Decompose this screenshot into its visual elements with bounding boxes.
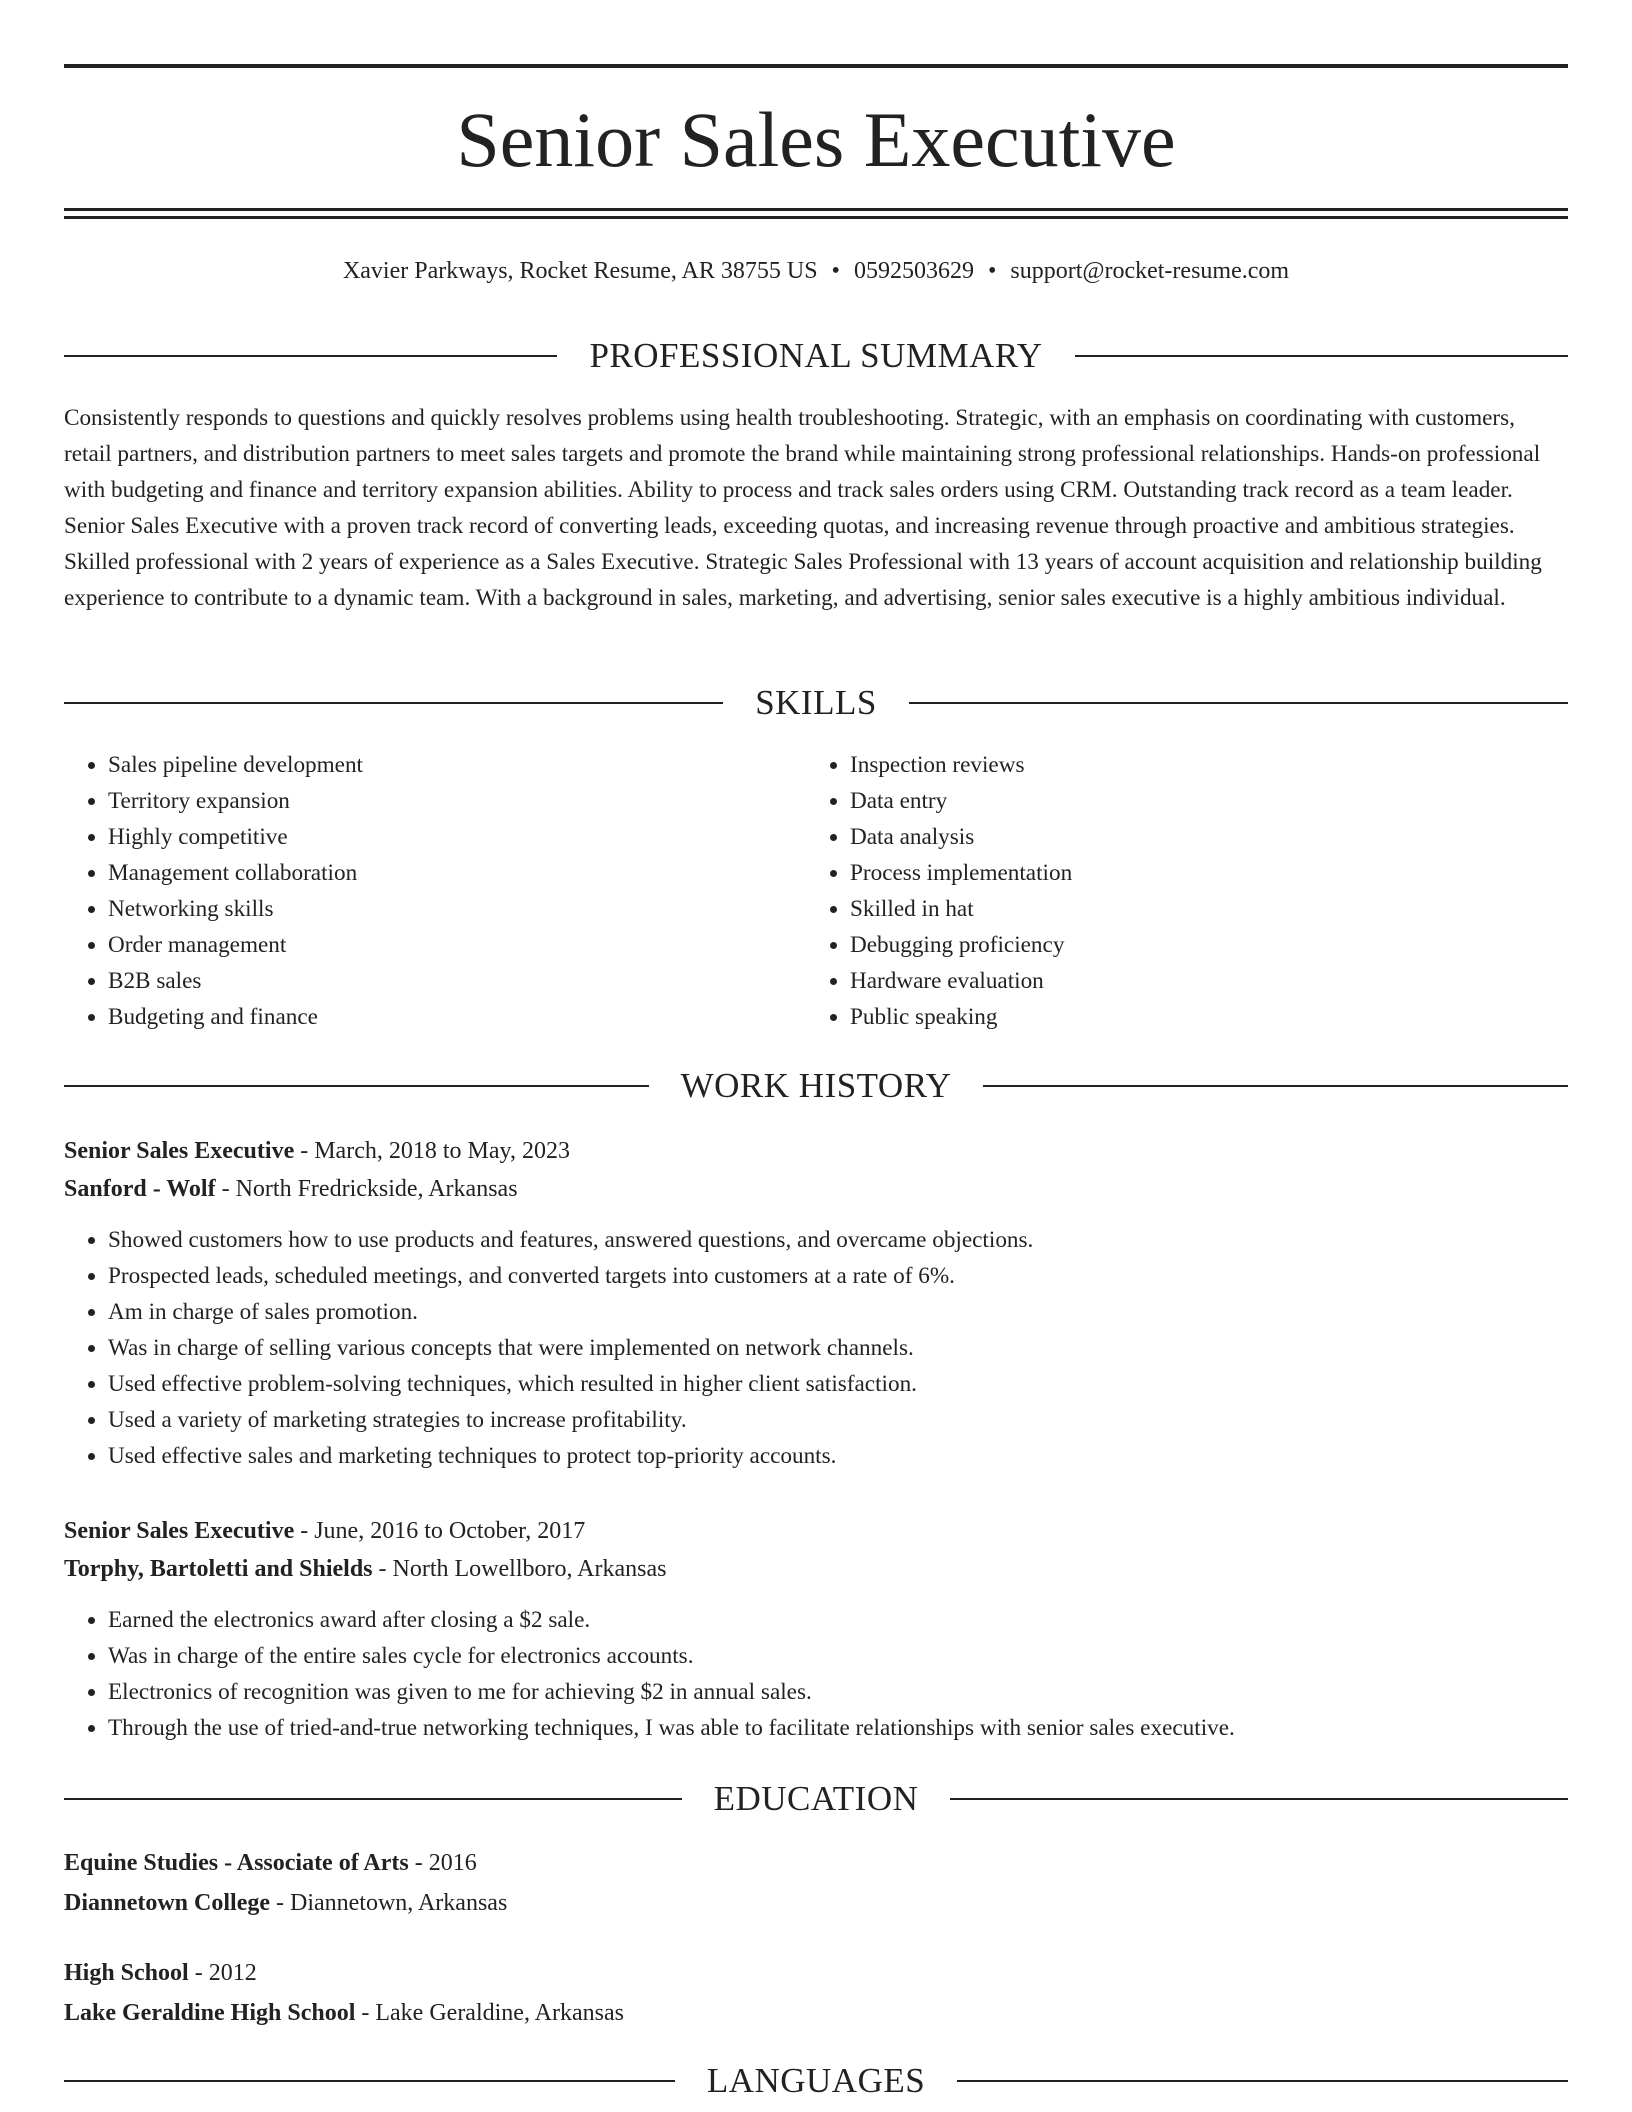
job-company-line bbox=[64, 1170, 1568, 1208]
skill-item: • Data analysis bbox=[850, 819, 1548, 855]
skill-item: • Order management bbox=[108, 927, 806, 963]
education-entry bbox=[64, 1843, 1568, 1923]
section-rule bbox=[950, 1798, 1568, 1800]
skill-item: • Sales pipeline development bbox=[108, 747, 806, 783]
section-rule bbox=[1075, 355, 1568, 357]
section-title: PROFESSIONAL SUMMARY bbox=[589, 336, 1043, 375]
skill-item: • Highly competitive bbox=[108, 819, 806, 855]
resume-title: Senior Sales Executive bbox=[456, 96, 1176, 183]
job-title-line bbox=[64, 1132, 1568, 1170]
education-year: - 2016 bbox=[408, 1850, 477, 1876]
job-bullet: • Was in charge of the entire sales cycle for electronics accounts. bbox=[108, 1638, 1568, 1674]
job-bullet: • Used effective problem-solving techniques, which resulted in higher client satisfaction. bbox=[108, 1366, 1568, 1402]
section-header-work bbox=[64, 1066, 1568, 1106]
job-bullet: • Am in charge of sales promotion. bbox=[108, 1294, 1568, 1330]
job-company: Sanford - Wolf bbox=[64, 1176, 216, 1202]
section-title: WORK HISTORY bbox=[680, 1066, 952, 1105]
education-year: - 2012 bbox=[188, 1960, 257, 1986]
section-rule bbox=[983, 1085, 1568, 1087]
education-location: - Diannetown, Arkansas bbox=[270, 1890, 508, 1916]
education-degree: High School bbox=[64, 1960, 189, 1986]
education-degree-line bbox=[64, 1953, 1568, 1993]
job-title-line bbox=[64, 1512, 1568, 1550]
section-rule bbox=[64, 2080, 675, 2082]
job-location: - North Fredrickside, Arkansas bbox=[215, 1176, 518, 1202]
section-rule bbox=[64, 1798, 682, 1800]
contact-phone: 0592503629 bbox=[853, 258, 974, 284]
job-company-line bbox=[64, 1550, 1568, 1588]
top-rule bbox=[64, 64, 1568, 68]
education-school-line bbox=[64, 1993, 1568, 2033]
skill-item: • Territory expansion bbox=[108, 783, 806, 819]
education-entry bbox=[64, 1953, 1568, 2033]
education-school: Diannetown College bbox=[64, 1890, 270, 1916]
job-bullets bbox=[64, 1222, 1568, 1474]
job-bullet: • Was in charge of selling various concepts that were implemented on network channels. bbox=[108, 1330, 1568, 1366]
skill-item: • Process implementation bbox=[850, 855, 1548, 891]
work-entry bbox=[64, 1132, 1568, 1474]
job-bullet: • Used a variety of marketing strategies to increase profitability. bbox=[108, 1402, 1568, 1438]
education-degree: Equine Studies - Associate of Arts bbox=[64, 1850, 409, 1876]
skill-item: • Management collaboration bbox=[108, 855, 806, 891]
job-bullet: • Prospected leads, scheduled meetings, and converted targets into customers at a rate of 6%. bbox=[108, 1258, 1568, 1294]
section-header-education bbox=[64, 1779, 1568, 1819]
job-bullet: • Showed customers how to use products and features, answered questions, and overcame objections. bbox=[108, 1222, 1568, 1258]
skills-column-left bbox=[64, 747, 806, 1035]
job-title: Senior Sales Executive bbox=[64, 1518, 295, 1544]
section-rule bbox=[64, 702, 723, 704]
education-school: Lake Geraldine High School bbox=[64, 2000, 356, 2026]
section-header-languages bbox=[64, 2061, 1568, 2101]
contact-line bbox=[64, 256, 1568, 286]
skill-item: • Skilled in hat bbox=[850, 891, 1548, 927]
contact-email[interactable]: support@rocket-resume.com bbox=[1010, 258, 1290, 284]
skill-item: • Data entry bbox=[850, 783, 1548, 819]
skill-item: • Hardware evaluation bbox=[850, 963, 1548, 999]
work-entry bbox=[64, 1512, 1568, 1746]
title-double-rule bbox=[64, 208, 1568, 219]
job-location: - North Lowellboro, Arkansas bbox=[372, 1556, 667, 1582]
job-bullet: • Used effective sales and marketing techniques to protect top-priority accounts. bbox=[108, 1438, 1568, 1474]
education-location: - Lake Geraldine, Arkansas bbox=[355, 2000, 624, 2026]
education-degree-line bbox=[64, 1843, 1568, 1883]
section-title: LANGUAGES bbox=[706, 2061, 926, 2100]
contact-separator: • bbox=[831, 258, 840, 284]
job-bullet: • Through the use of tried-and-true networking techniques, I was able to facilitate relationships with senior sales executive. bbox=[108, 1710, 1568, 1746]
job-bullet: • Electronics of recognition was given to me for achieving $2 in annual sales. bbox=[108, 1674, 1568, 1710]
section-rule bbox=[957, 2080, 1568, 2082]
section-title: SKILLS bbox=[755, 683, 877, 722]
education-school-line bbox=[64, 1883, 1568, 1923]
skill-item: • Public speaking bbox=[850, 999, 1548, 1035]
job-title: Senior Sales Executive bbox=[64, 1138, 295, 1164]
contact-address: Xavier Parkways, Rocket Resume, AR 38755 US bbox=[342, 258, 818, 284]
skills-column-right bbox=[806, 747, 1548, 1035]
skill-item: • Budgeting and finance bbox=[108, 999, 806, 1035]
skill-item: • Inspection reviews bbox=[850, 747, 1548, 783]
section-header-summary bbox=[64, 336, 1568, 376]
section-rule bbox=[64, 1085, 649, 1087]
skills-list bbox=[64, 747, 1568, 1035]
job-bullet: • Earned the electronics award after closing a $2 sale. bbox=[108, 1602, 1568, 1638]
section-header-skills bbox=[64, 683, 1568, 723]
skill-item: • Networking skills bbox=[108, 891, 806, 927]
contact-separator: • bbox=[987, 258, 997, 284]
summary-text: Consistently responds to questions and quickly resolves problems using health troubleshooting. Strategic, with an emphasis on coordinating with customers, retail partners, and distribution partners to meet sales targets and promote the brand while maintaining strong professional relationships. Hands-on professional with budgeting and finance and territory expansion abilities. Ability to process and track sales orders using CRM. Outstanding track record as a team leader. Senior Sales Executive with a proven track record of converting leads, exceeding quotas, and increasing revenue through proactive and ambitious strategies. Skilled professional with 2 years of experience as a Sales Executive. Strategic Sales Professional with 13 years of account acquisition and relationship building experience to contribute to a dynamic team. With a background in sales, marketing, and advertising, senior sales executive is a highly ambitious individual. bbox=[64, 405, 1542, 611]
section-rule bbox=[909, 702, 1568, 704]
job-bullets bbox=[64, 1602, 1568, 1746]
section-rule bbox=[64, 355, 557, 357]
skill-item: • Debugging proficiency bbox=[850, 927, 1548, 963]
job-dates: - June, 2016 to October, 2017 bbox=[294, 1518, 586, 1544]
job-company: Torphy, Bartoletti and Shields bbox=[64, 1556, 373, 1582]
skill-item: • B2B sales bbox=[108, 963, 806, 999]
job-dates: - March, 2018 to May, 2023 bbox=[294, 1138, 570, 1164]
section-title: EDUCATION bbox=[713, 1779, 919, 1818]
